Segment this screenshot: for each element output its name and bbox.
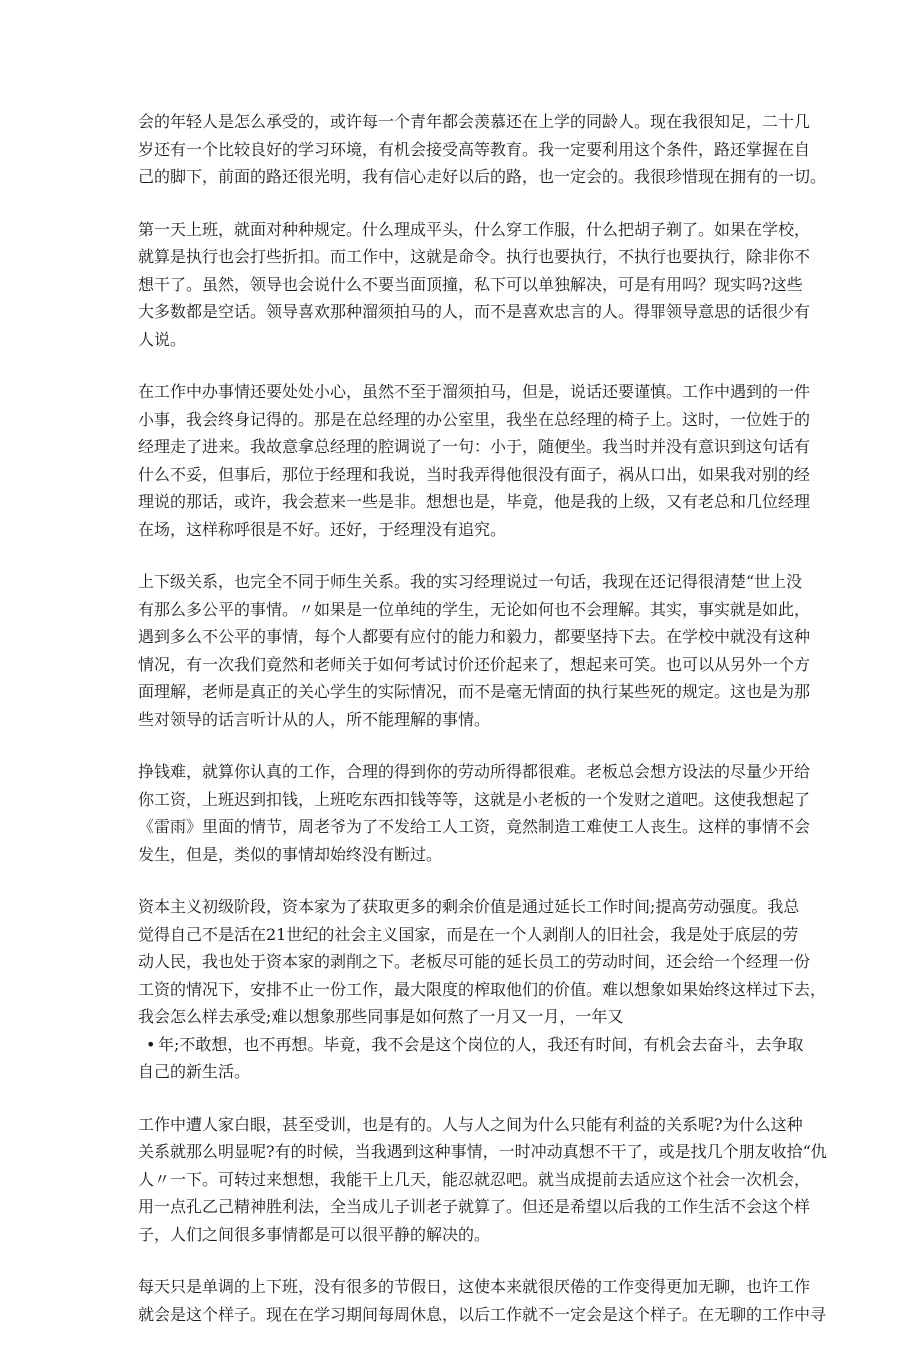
paragraph-1 bbox=[138, 108, 827, 191]
paragraph-6 bbox=[138, 893, 827, 1086]
text-line: 大多数都是空话。领导喜欢那种溜须拍马的人，而不是喜欢忠言的人。得罪领导意思的话很少有 bbox=[138, 302, 811, 321]
text-line: 人说。 bbox=[138, 329, 187, 349]
text-line: 在场，这样称呼很是不好。还好，于经理没有追究。 bbox=[138, 519, 507, 539]
text-line: 第一天上班，就面对种种规定。什么理成平头，什么穿工作服，什么把胡子剃了。如果在学校， bbox=[138, 219, 811, 239]
text-line: 人〃一下。可转过来想想，我能干上几天，能忍就忍吧。就当成提前去适应这个社会一次机会， bbox=[138, 1169, 811, 1189]
paragraph-5 bbox=[138, 758, 818, 868]
bullet-mark: • bbox=[146, 1034, 156, 1054]
paragraph-7 bbox=[138, 1111, 827, 1249]
text-line: 挣钱难，就算你认真的工作，合理的得到你的劳动所得都很难。老板总会想方设法的尽量少开给 bbox=[138, 762, 811, 781]
text-line: 什么不妥，但事后，那位于经理和我说，当时我弄得他很没有面子，祸从口出，如果我对别的经 bbox=[138, 464, 811, 484]
text-line: 就算是执行也会打些折扣。而工作中，这就是命令。执行也要执行，不执行也要执行，除非你不 bbox=[138, 247, 811, 266]
text-line: 理说的那话，或许，我会惹来一些是非。想想也是，毕竟，他是我的上级，又有老总和几位经理 bbox=[138, 492, 811, 511]
text-line: 我会怎么样去承受;难以想象那些同事是如何熬了一月又一月，一年又 bbox=[138, 1007, 624, 1026]
text-line: 子，人们之间很多事情都是可以很平静的解决的。 bbox=[138, 1224, 491, 1244]
paragraph-3 bbox=[138, 378, 818, 543]
text-line: 资本主义初级阶段，资本家为了获取更多的剩余价值是通过延长工作时间;提高劳动强度。我总 bbox=[138, 897, 800, 916]
text-line: 岁还有一个比较良好的学习环境，有机会接受高等教育。我一定要利用这个条件，路还掌握在自 bbox=[138, 139, 811, 159]
text-line: 自己的新生活。 bbox=[138, 1062, 251, 1081]
text-line: 就会是这个样子。现在在学习期间每周休息，以后工作就不一定会是这个样子。在无聊的工作中寻 bbox=[138, 1304, 827, 1324]
text-line: 情况，有一次我们竟然和老师关于如何考试讨价还价起来了，想起来可笑。也可以从另外一个方 bbox=[138, 654, 811, 674]
text-line: 觉得自己不是活在21世纪的社会主义国家，而是在一个人剥削人的旧社会，我是处于底层的劳 bbox=[138, 924, 799, 944]
text-line: 每天只是单调的上下班，没有很多的节假日，这使本来就很厌倦的工作变得更加无聊，也许工作 bbox=[138, 1277, 811, 1296]
text-line: 用一点孔乙己精神胜利法，全当成儿子训老子就算了。但还是希望以后我的工作生活不会这个样 bbox=[138, 1197, 811, 1216]
text-line: 遇到多么不公平的事情，每个人都要有应付的能力和毅力，都要坚持下去。在学校中就没有这种 bbox=[138, 627, 811, 646]
paragraph-4 bbox=[138, 568, 818, 733]
text-line: 会的年轻人是怎么承受的，或许每一个青年都会羡慕还在上学的同龄人。现在我很知足，二十几 bbox=[138, 112, 811, 131]
text-line: 些对领导的话言听计从的人，所不能理解的事情。 bbox=[138, 709, 491, 729]
text-line: 上下级关系，也完全不同于师生关系。我的实习经理说过一句话，我现在还记得很清楚“世上没 bbox=[138, 572, 803, 591]
text-line: 发生，但是，类似的事情却始终没有断过。 bbox=[138, 844, 443, 864]
text-line: 工作中遭人家白眼，甚至受训，也是有的。人与人之间为什么只能有利益的关系呢?为什么这种 bbox=[138, 1114, 803, 1134]
text-line: 有那么多公平的事情。〃如果是一位单纯的学生，无论如何也不会理解。其实，事实就是如此， bbox=[138, 599, 811, 619]
text-line: 己的脚下，前面的路还很光明，我有信心走好以后的路，也一定会的。我很珍惜现在拥有的一切。 bbox=[138, 167, 827, 186]
text-line: 动人民，我也处于资本家的剥削之下。老板尽可能的延长员工的劳动时间，还会给一个经理一份 bbox=[138, 952, 811, 971]
text-line: 经理走了进来。我故意拿总经理的腔调说了一句：小于，随便坐。我当时并没有意识到这句话有 bbox=[138, 437, 811, 456]
text-line: 想干了。虽然，领导也会说什么不要当面顶撞，私下可以单独解决，可是有用吗？现实吗?这些 bbox=[138, 274, 803, 294]
text-line: 在工作中办事情还要处处小心，虽然不至于溜须拍马，但是，说话还要谨慎。工作中遇到的一件 bbox=[138, 382, 811, 401]
document-body bbox=[138, 108, 827, 1353]
text-line: 工资的情况下，安排不止一份工作，最大限度的榨取他们的价值。难以想象如果始终这样过下去， bbox=[138, 979, 827, 999]
bullet-text: 年;不敢想，也不再想。毕竟，我不会是这个岗位的人，我还有时间，有机会去奋斗，去争取 bbox=[158, 1034, 804, 1054]
text-line: 《雷雨》里面的情节，周老爷为了不发给工人工资，竟然制造工难使工人丧生。这样的事情不会 bbox=[138, 817, 811, 836]
text-line: 你工资，上班迟到扣钱，上班吃东西扣钱等等，这就是小老板的一个发财之道吧。这使我想起了 bbox=[138, 789, 811, 809]
paragraph-2 bbox=[138, 216, 818, 354]
text-line: 小事，我会终身记得的。那是在总经理的办公室里，我坐在总经理的椅子上。这时，一位姓于的 bbox=[138, 409, 811, 429]
text-line: 关系就那么明显呢?有的时候，当我遇到这种事情，一时冲动真想不干了，或是找几个朋友收拾“仇 bbox=[138, 1142, 827, 1161]
text-line: 面理解，老师是真正的关心学生的实际情况，而不是毫无情面的执行某些死的规定。这也是为那 bbox=[138, 682, 811, 701]
bullet-line bbox=[138, 1031, 818, 1059]
